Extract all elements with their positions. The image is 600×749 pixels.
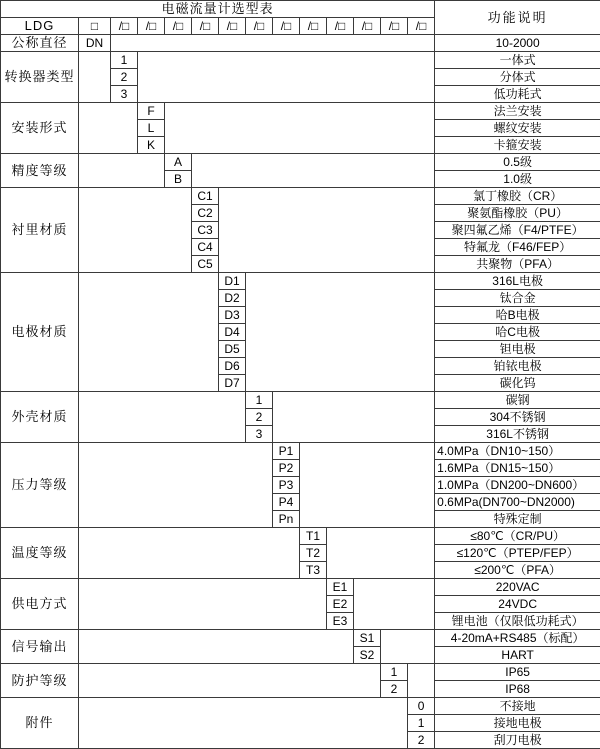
spacer xyxy=(273,392,435,443)
code-cell: 1 xyxy=(246,392,273,409)
spacer xyxy=(79,443,273,528)
desc-cell: 铂铱电极 xyxy=(435,358,600,375)
desc-cell: 哈B电极 xyxy=(435,307,600,324)
code-cell: C5 xyxy=(192,256,219,273)
spacer xyxy=(79,528,300,579)
code-box: /□ xyxy=(408,18,435,35)
spacer xyxy=(246,273,435,392)
spacer xyxy=(79,273,219,392)
category-label-installation: 安装形式 xyxy=(1,103,79,154)
category-label-pressure: 压力等级 xyxy=(1,443,79,528)
code-cell: 2 xyxy=(246,409,273,426)
code-cell: D3 xyxy=(219,307,246,324)
code-cell: D1 xyxy=(219,273,246,290)
spacer xyxy=(138,52,435,103)
desc-cell: 304不锈钢 xyxy=(435,409,600,426)
spacer xyxy=(79,52,111,103)
code-cell: 0 xyxy=(408,698,435,715)
code-cell: Pn xyxy=(273,511,300,528)
spacer xyxy=(408,664,435,698)
spacer xyxy=(354,579,435,630)
model-prefix: LDG xyxy=(1,18,79,35)
category-block-converter xyxy=(1,52,600,69)
desc-cell: 特殊定制 xyxy=(435,511,600,528)
category-block-housing xyxy=(1,392,600,409)
category-label-housing: 外壳材质 xyxy=(1,392,79,443)
desc-cell: 螺纹安装 xyxy=(435,120,600,137)
code-box: /□ xyxy=(327,18,354,35)
code-cell: P1 xyxy=(273,443,300,460)
desc-cell: 氯丁橡胶（CR） xyxy=(435,188,600,205)
code-cell: 2 xyxy=(381,681,408,698)
code-box: /□ xyxy=(219,18,246,35)
code-box: /□ xyxy=(165,18,192,35)
desc-cell: 聚四氟乙烯（F4/PTFE） xyxy=(435,222,600,239)
spacer xyxy=(79,154,165,188)
code-cell: E3 xyxy=(327,613,354,630)
code-box: /□ xyxy=(381,18,408,35)
desc-cell: ≤200℃（PFA） xyxy=(435,562,600,579)
category-block-installation xyxy=(1,103,600,120)
code-cell: D5 xyxy=(219,341,246,358)
code-cell: P2 xyxy=(273,460,300,477)
category-label-electrode: 电极材质 xyxy=(1,273,79,392)
code-cell: C2 xyxy=(192,205,219,222)
desc-cell: 聚氨酯橡胶（PU） xyxy=(435,205,600,222)
desc-cell: 碳化钨 xyxy=(435,375,600,392)
category-label-power: 供电方式 xyxy=(1,579,79,630)
desc-cell: 1.6MPa（DN15~150） xyxy=(435,460,600,477)
desc-cell: 特氟龙（F46/FEP） xyxy=(435,239,600,256)
desc-cell: 316L不锈钢 xyxy=(435,426,600,443)
code-box: /□ xyxy=(111,18,138,35)
code-cell: 1 xyxy=(408,715,435,732)
spacer xyxy=(111,35,435,52)
code-cell: A xyxy=(165,154,192,171)
category-block-diameter xyxy=(1,35,600,52)
spacer xyxy=(79,392,246,443)
spacer xyxy=(79,630,354,664)
desc-cell: 法兰安装 xyxy=(435,103,600,120)
code-cell: 3 xyxy=(111,86,138,103)
code-cell: T2 xyxy=(300,545,327,562)
spacer xyxy=(219,188,435,273)
code-box: /□ xyxy=(192,18,219,35)
spacer xyxy=(327,528,435,579)
category-label-protection: 防护等级 xyxy=(1,664,79,698)
desc-cell: 刮刀电极 xyxy=(435,732,600,749)
category-label-accessories: 附件 xyxy=(1,698,79,749)
desc-cell: HART xyxy=(435,647,600,664)
desc-cell: 钛合金 xyxy=(435,290,600,307)
desc-cell: 钽电极 xyxy=(435,341,600,358)
desc-cell: IP68 xyxy=(435,681,600,698)
code-box: /□ xyxy=(138,18,165,35)
desc-cell: 哈C电极 xyxy=(435,324,600,341)
table-title: 电磁流量计选型表 xyxy=(1,1,435,18)
desc-cell: 一体式 xyxy=(435,52,600,69)
code-cell: S1 xyxy=(354,630,381,647)
desc-cell: 220VAC xyxy=(435,579,600,596)
desc-cell: 0.6MPa(DN700~DN2000) xyxy=(435,494,600,511)
category-block-protection xyxy=(1,664,600,681)
code-cell: D6 xyxy=(219,358,246,375)
code-box-dn: □ xyxy=(79,18,111,35)
desc-cell: 分体式 xyxy=(435,69,600,86)
category-label-temperature: 温度等级 xyxy=(1,528,79,579)
category-block-pressure xyxy=(1,443,600,460)
code-cell: C1 xyxy=(192,188,219,205)
function-column-header: 功能说明 xyxy=(435,1,600,35)
desc-cell: IP65 xyxy=(435,664,600,681)
code-cell: T3 xyxy=(300,562,327,579)
category-block-electrode xyxy=(1,273,600,290)
category-block-power xyxy=(1,579,600,596)
code-cell: P4 xyxy=(273,494,300,511)
category-block-lining xyxy=(1,188,600,205)
spacer xyxy=(79,103,138,154)
spacer xyxy=(79,664,381,698)
desc-cell: 低功耗式 xyxy=(435,86,600,103)
code-cell: 3 xyxy=(246,426,273,443)
desc-cell: 24VDC xyxy=(435,596,600,613)
spacer xyxy=(300,443,435,528)
desc-cell: 卡箍安装 xyxy=(435,137,600,154)
code-cell: E1 xyxy=(327,579,354,596)
category-label-lining: 衬里材质 xyxy=(1,188,79,273)
desc-cell: 1.0级 xyxy=(435,171,600,188)
desc-cell: ≤80℃（CR/PU） xyxy=(435,528,600,545)
code-cell: L xyxy=(138,120,165,137)
code-cell: DN xyxy=(79,35,111,52)
desc-cell: 不接地 xyxy=(435,698,600,715)
spacer xyxy=(79,579,327,630)
code-box: /□ xyxy=(246,18,273,35)
code-cell: D7 xyxy=(219,375,246,392)
code-box: /□ xyxy=(273,18,300,35)
code-cell: F xyxy=(138,103,165,120)
desc-cell: 1.0MPa（DN200~DN600） xyxy=(435,477,600,494)
code-box: /□ xyxy=(354,18,381,35)
spacer xyxy=(79,698,408,749)
category-label-accuracy: 精度等级 xyxy=(1,154,79,188)
desc-cell: 碳钢 xyxy=(435,392,600,409)
code-cell: P3 xyxy=(273,477,300,494)
desc-cell: ≤120℃（PTEP/FEP） xyxy=(435,545,600,562)
category-block-signal xyxy=(1,630,600,647)
desc-cell: 4-20mA+RS485（标配） xyxy=(435,630,600,647)
desc-cell: 锂电池（仅限低功耗式） xyxy=(435,613,600,630)
code-cell: D2 xyxy=(219,290,246,307)
spacer xyxy=(192,154,435,188)
category-block-temperature xyxy=(1,528,600,545)
code-cell: C4 xyxy=(192,239,219,256)
category-label-converter: 转换器类型 xyxy=(1,52,79,103)
desc-cell: 0.5级 xyxy=(435,154,600,171)
code-cell: 2 xyxy=(408,732,435,749)
desc-cell: 316L电极 xyxy=(435,273,600,290)
code-cell: 1 xyxy=(381,664,408,681)
spacer xyxy=(381,630,435,664)
desc-cell: 共聚物（PFA） xyxy=(435,256,600,273)
code-cell: S2 xyxy=(354,647,381,664)
code-cell: K xyxy=(138,137,165,154)
desc-cell: 4.0MPa（DN10~150） xyxy=(435,443,600,460)
category-block-accessories xyxy=(1,698,600,715)
category-label-diameter: 公称直径 xyxy=(1,35,79,52)
spacer xyxy=(79,188,192,273)
spacer xyxy=(165,103,435,154)
code-cell: C3 xyxy=(192,222,219,239)
code-box: /□ xyxy=(300,18,327,35)
code-cell: 2 xyxy=(111,69,138,86)
code-cell: D4 xyxy=(219,324,246,341)
category-label-signal: 信号输出 xyxy=(1,630,79,664)
code-cell: B xyxy=(165,171,192,188)
desc-cell: 接地电极 xyxy=(435,715,600,732)
code-cell: 1 xyxy=(111,52,138,69)
category-block-accuracy xyxy=(1,154,600,171)
desc-cell: 10-2000 xyxy=(435,35,600,52)
code-cell: E2 xyxy=(327,596,354,613)
code-cell: T1 xyxy=(300,528,327,545)
